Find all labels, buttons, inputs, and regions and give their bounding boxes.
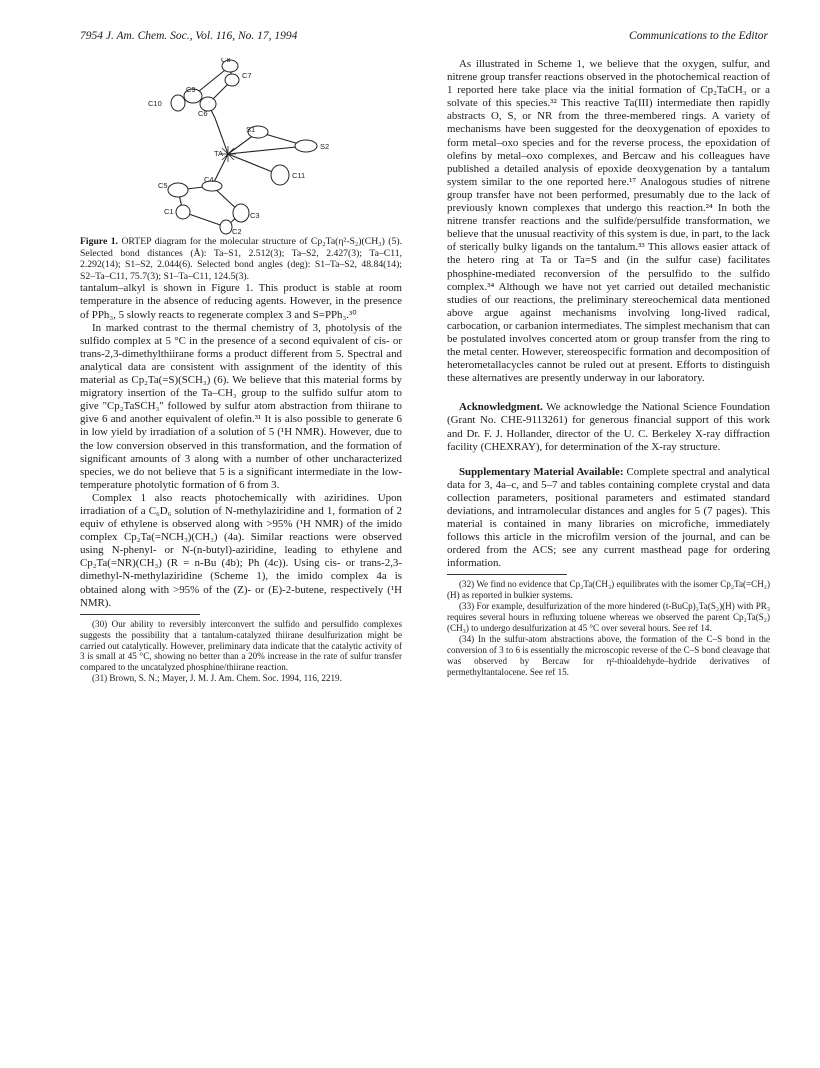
atom-label: C10 <box>148 99 162 108</box>
journal-citation: 7954 J. Am. Chem. Soc., Vol. 116, No. 17, 1994 <box>80 30 298 42</box>
atom-label: S2 <box>320 142 330 151</box>
atom-label: C5 <box>158 181 168 190</box>
body-paragraph: Complex 1 also reacts photochemically with aziridines. Upon irradiation of a C₆D₆ solution of N-methylaziridine and 1, formation of 2 equiv of ethylene is observed along with >95% (¹H NMR) of the imido complex Cp₂Ta(=NCH₃)(CH₃) (4a). Similar reactions were observed using N-phenyl- or N-(n-butyl)-aziridine, leading to ethylene and Cp₂Ta(=NR)(CH₃) (R = n-Bu (4b); Ph (4c)). Using cis- or trans-2,3-dimethyl-N-methylaziridine (Scheme 1), the imido complex 4a is obtained along with >95% of the (Z)- or (E)-2-butene, respectively (¹H NMR). <box>80 491 402 609</box>
acknowledgment <box>447 401 770 453</box>
atom-label: C2 <box>232 227 242 236</box>
footnote: (30) Our ability to reversibly interconvert the sulfido and persulfido complexes suggests the possibility that a tantalum-catalyzed thiirane desulfurization might be carried out catalytically. However, preliminary data indicate that the catalytic activity of 3 is small at 45 °C, showing no better than a 20% increase in the rate of sulfur transfer compared to the uncatalyzed phosphine/thiirane reaction. <box>80 618 402 673</box>
footnote: (34) In the sulfur-atom abstractions above, the formation of the C–S bond in the conversion of 3 to 6 is essentially the microscopic reverse of the C–S bond cleavage that was observed by Bercaw for η²-thioaldehyde–hydride derivatives of permethyltantalocene. See ref 15. <box>447 634 770 677</box>
section-title: Communications to the Editor <box>629 30 768 42</box>
footnote-rule <box>80 614 200 615</box>
figure-caption <box>80 236 402 282</box>
figure-caption-text: ORTEP diagram for the molecular structure of Cp₂Ta(η²-S₂)(CH₃) (5). Selected bond distances (Å): Ta–S1, 2.512(3); Ta–S2, 2.427(3); Ta–C11, 2.292(14); S1–S2, 2.044(6). Selected bond angles (deg): S1–Ta–S2, 48.84(14); S2–Ta–C11, 75.7(3); S1–Ta–C11, 124.5(3). <box>80 236 402 282</box>
atom-label: C6 <box>198 109 208 118</box>
atom-label: C8 <box>221 58 231 64</box>
atom-label: C1 <box>164 207 174 216</box>
footnote: (31) Brown, S. N.; Mayer, J. M. J. Am. Chem. Soc. 1994, 116, 2219. <box>92 673 342 684</box>
body-paragraph: In marked contrast to the thermal chemistry of 3, photolysis of the sulfido complex at 5 °C in the presence of a second equivalent of cis- or trans-2,3-dimethylthiirane forms a product different from 5. Spectral and analytical data are consistent with assignment of the identity of this material as Cp₂Ta(=S)(SCH₃) (6). We believe that this material forms by migratory insertion of the Ta–CH₃ group to the sulfido sulfur atom to give "Cp₂TaSCH₃" followed by sulfur atom abstraction from thiirane to give 6 and another equivalent of olefin.³¹ It is also possible to generate 6 in low yield by irradiation of a solution of 5 (¹H NMR). However, due to the low conversion observed in this transformation, and the formation of significant amounts of 3 along with a number of other uncharacterized species, we do not believe that 5 is a significant intermediate in the low-temperature photolytic formation of 6 from 3. <box>80 321 402 491</box>
footnote: (32) We find no evidence that Cp₂Ta(CH₃) equilibrates with the isomer Cp₂Ta(=CH₂)(H) as reported in bulkier systems. <box>447 579 770 601</box>
atom-label: C11 <box>292 171 306 180</box>
atom-label: S1 <box>246 125 256 134</box>
right-column <box>447 58 770 678</box>
footnote: (33) For example, desulfurization of the more hindered (t-BuCp)₂Ta(S₂)(H) with PR₃ requires several hours in refluxing toluene whereas we observed the parent Cp₂Ta(S₂)(CH₃) to undergo desulfurization at 45 °C over several hours. See ref 14. <box>447 601 770 634</box>
atom-label: C3 <box>250 211 260 220</box>
atom-label: C9 <box>186 85 196 94</box>
body-paragraph: tantalum–alkyl is shown in Figure 1. This product is stable at room temperature in the absence of reducing agents. However, in the presence of PPh₃, 5 slowly reacts to regenerate complex 3 and S=PPh₃.³⁰ <box>80 282 402 321</box>
running-header <box>80 30 768 46</box>
left-column <box>80 58 402 684</box>
footnote-rule <box>447 574 567 575</box>
supplementary-material <box>447 466 770 571</box>
ortep-diagram <box>80 58 402 236</box>
supplementary-text: Complete spectral and analytical data for 3, 4a–c, and 5–7 and tables containing complete crystal and data collection parameters, positional parameters and estimated standard deviations, and intramolecular distances and angles for 5 (7 pages). This material is contained in many libraries on microfiche, immediately follows this article in the microfilm version of the journal, and can be ordered from the ACS; see any current masthead page for ordering information. <box>447 465 770 570</box>
acknowledgment-label: Acknowledgment. <box>459 401 543 414</box>
figure-caption-label: Figure 1. <box>80 236 118 247</box>
atom-label: C4 <box>204 175 214 184</box>
ortep-figure <box>80 58 402 236</box>
body-paragraph: As illustrated in Scheme 1, we believe that the oxygen, sulfur, and nitrene group transfer reactions observed in the photochemical reaction of 1 reported here take place via the initial formation of Cp₂TaCH₃ or a solvate of this species.³² This reactive Ta(III) intermediate then rapidly abstracts O, S, or NR from the three-membered rings. A variety of mechanisms have been suggested for the deoxygenation of epoxides to form metal–oxo species and for the reverse process, the epoxidation of olefins by metal–oxo complexes, and Bercaw and his colleagues have published a detailed analysis of epoxide deoxygenation by a tantalum system similar to the one reported here.¹⁷ Analogous studies of nitrene group transfer have not been performed, presumably due to the lack of previously known complexes that undergo this reaction.²⁴ In both the nitrene transfer reactions and the sulfide/persulfide transformation, we believe that the unusual reactivity of this system is due, in part, to the lack of sterically bulky ligands on the tantalum.³³ This allows easier attack of the hetero ring at Ta or Ta=S and (in the sulfur case) facilitates phosphine-mediated reconversion of the persulfido to the sulfido complex.³⁴ Although we have not yet carried out detailed mechanistic studies of our reactions, the preliminary stereochemical data mentioned above argue against mechanisms involving long-lived radical, carbocation, or carbanion intermediates. The simplest mechanism that can be postulated involves concerted atom or group transfer from the ring to the metal center. However, stereospecific formation and decomposition of heterometallacycles cannot be ruled out at present. Efforts to distinguish these alternatives are presently underway in our laboratory. <box>447 58 771 385</box>
supplementary-label: Supplementary Material Available: <box>459 465 624 478</box>
acknowledgment-text: We acknowledge the National Science Foundation (Grant No. CHE-9113261) for generous financial support of this work and Dr. F. J. Hollander, director of the U. C. Berkeley X-ray diffraction facility (CHEXRAY), for determination of the X-ray structure. <box>447 401 770 453</box>
atom-label: TA <box>214 149 224 158</box>
atom-label: C7 <box>242 71 252 80</box>
